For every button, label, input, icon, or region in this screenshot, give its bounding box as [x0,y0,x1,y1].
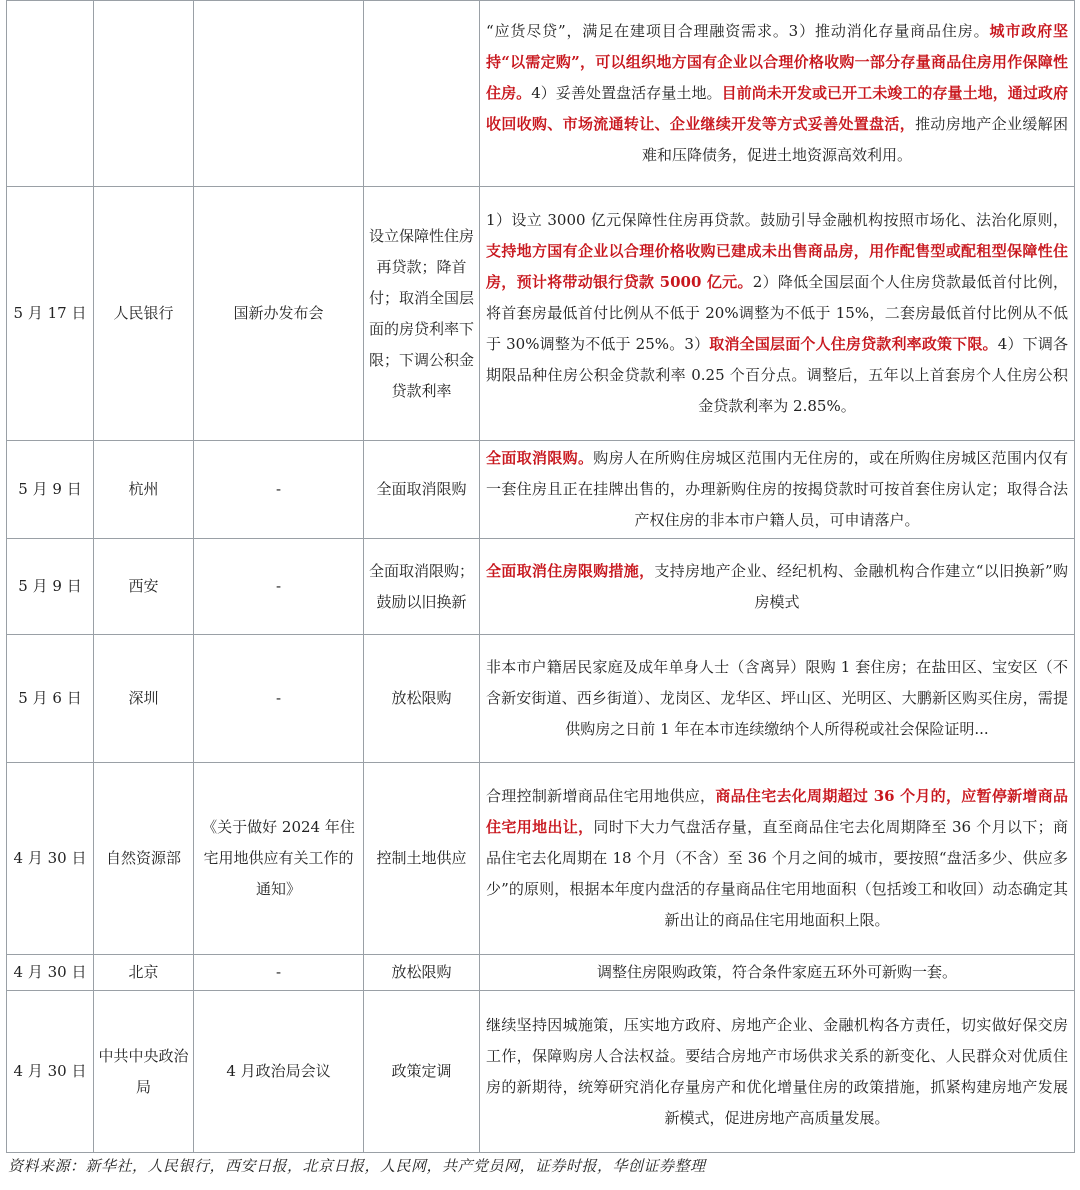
policy-cell: 全面取消限购 [364,441,480,539]
date-cell: 5 月 9 日 [7,539,94,635]
table-row [7,187,1075,441]
detail-cell [480,187,1075,441]
highlight-text: 全面取消住房限购措施， [486,561,655,580]
date-cell: 5 月 6 日 [7,635,94,763]
highlight-text: 取消全国层面个人住房贷款利率政策下限。 [709,335,998,353]
date-cell: 5 月 17 日 [7,187,94,441]
highlight-text: 全面取消限购。 [486,449,594,467]
detail-text: 同时下大力气盘活存量，直至商品住宅去化周期降至 36 个月以下；商品住宅去化周期在 18 个月（不含）至 36 个月之间的城市，要按照“盘活多少、供应多少”的原则，根据本年度内盘活的存量商品住宅用地面积（包括竣工和收回）动态确定其新出让的商品住宅用地面积上限。 [486,818,1068,929]
venue-cell: 《关于做好 2024 年住宅用地供应有关工作的通知》 [194,763,364,955]
detail-text: 调整住房限购政策，符合条件家庭五环外可新购一套。 [596,963,957,981]
detail-text: 合理控制新增商品住宅用地供应， [486,787,716,805]
issuer-cell: 人民银行 [94,187,194,441]
detail-text: 4）妥善处置盘活存量土地。 [531,84,722,102]
table-row [7,955,1075,991]
date-cell: 4 月 30 日 [7,955,94,991]
highlight-text: 商品住宅去化周期超过 36 个月的，应暂停新增商品住宅用地出让， [486,787,1068,836]
date-cell: 5 月 9 日 [7,441,94,539]
table-row [7,441,1075,539]
issuer-cell: 自然资源部 [94,763,194,955]
detail-text: 非本市户籍居民家庭及成年单身人士（含离异）限购 1 套住房；在盐田区、宝安区（不含新安街道、西乡街道）、龙岗区、龙华区、坪山区、光明区、大鹏新区购买住房，需提供购房之日前 1 年在本市连续缴纳个人所得税或社会保险证明... [486,658,1068,738]
issuer-cell [94,1,194,187]
detail-cell [480,763,1075,955]
venue-cell: - [194,635,364,763]
detail-text: 购房人在所购住房城区范围内无住房的，或在所购住房城区范围内仅有一套住房且正在挂牌出售的，办理新购住房的按揭贷款时可按首套住房认定；取得合法产权住房的非本市户籍人员，可申请落户。 [486,449,1068,529]
detail-cell [480,1,1075,187]
detail-text: 2）降低全国层面个人住房贷款最低首付比例，将首套房最低首付比例从不低于 20%调整为不低于 15%，二套房最低首付比例从不低于 30%调整为不低于 25%。3） [486,273,1068,353]
detail-cell [480,991,1075,1153]
policy-cell: 控制土地供应 [364,763,480,955]
table-row [7,539,1075,635]
issuer-cell: 中共中央政治局 [94,991,194,1153]
highlight-text: 城市政府坚持“以需定购”，可以组织地方国有企业以合理价格收购一部分存量商品住房用作保障性住房。 [486,22,1068,102]
table-row [7,635,1075,763]
policy-cell [364,1,480,187]
detail-cell [480,635,1075,763]
venue-cell: - [194,539,364,635]
venue-cell: - [194,955,364,991]
detail-text: 支持房地产企业、经纪机构、金融机构合作建立“以旧换新”购房模式 [654,561,1068,611]
highlight-text: 目前尚未开发或已开工未竣工的存量土地，通过政府收回收购、市场流通转让、企业继续开发等方式妥善处置盘活， [486,84,1068,133]
issuer-cell: 杭州 [94,441,194,539]
issuer-cell: 北京 [94,955,194,991]
date-cell [7,1,94,187]
detail-cell [480,539,1075,635]
venue-cell: - [194,441,364,539]
venue-cell [194,1,364,187]
date-cell: 4 月 30 日 [7,763,94,955]
source-note: 资料来源：新华社，人民银行，西安日报，北京日报，人民网，共产党员网，证券时报，华创证券整理 [8,1157,706,1175]
policy-cell: 放松限购 [364,635,480,763]
venue-cell: 国新办发布会 [194,187,364,441]
detail-text: 推动房地产企业缓解困难和压降债务，促进土地资源高效利用。 [641,115,1068,164]
detail-text: 继续坚持因城施策，压实地方政府、房地产企业、金融机构各方责任，切实做好保交房工作，保障购房人合法权益。要结合房地产市场供求关系的新变化、人民群众对优质住房的新期待，统筹研究消化存量房产和优化增量住房的政策措施，抓紧构建房地产发展新模式，促进房地产高质量发展。 [486,1015,1068,1127]
table-row [7,763,1075,955]
policy-cell: 设立保障性住房再贷款；降首付；取消全国层面的房贷利率下限；下调公积金贷款利率 [364,187,480,441]
detail-cell [480,955,1075,991]
highlight-text: 支持地方国有企业以合理价格收购已建成未出售商品房，用作配售型或配租型保障性住房，预计将带动银行贷款 5000 亿元。 [486,242,1068,291]
issuer-cell: 深圳 [94,635,194,763]
detail-text: 4）下调各期限品种住房公积金贷款利率 0.25 个百分点。调整后，五年以上首套房个人住房公积金贷款利率为 2.85%。 [486,335,1068,415]
table-row [7,1,1075,187]
policy-cell: 政策定调 [364,991,480,1153]
date-cell: 4 月 30 日 [7,991,94,1153]
policy-cell: 全面取消限购；鼓励以旧换新 [364,539,480,635]
detail-cell [480,441,1075,539]
issuer-cell: 西安 [94,539,194,635]
detail-text: “应货尽贷”，满足在建项目合理融资需求。3）推动消化存量商品住房。 [486,22,990,40]
policy-cell: 放松限购 [364,955,480,991]
policy-table [6,0,1075,1153]
detail-text: 1）设立 3000 亿元保障性住房再贷款。鼓励引导金融机构按照市场化、法治化原则， [486,211,1068,229]
table-row [7,991,1075,1153]
venue-cell: 4 月政治局会议 [194,991,364,1153]
